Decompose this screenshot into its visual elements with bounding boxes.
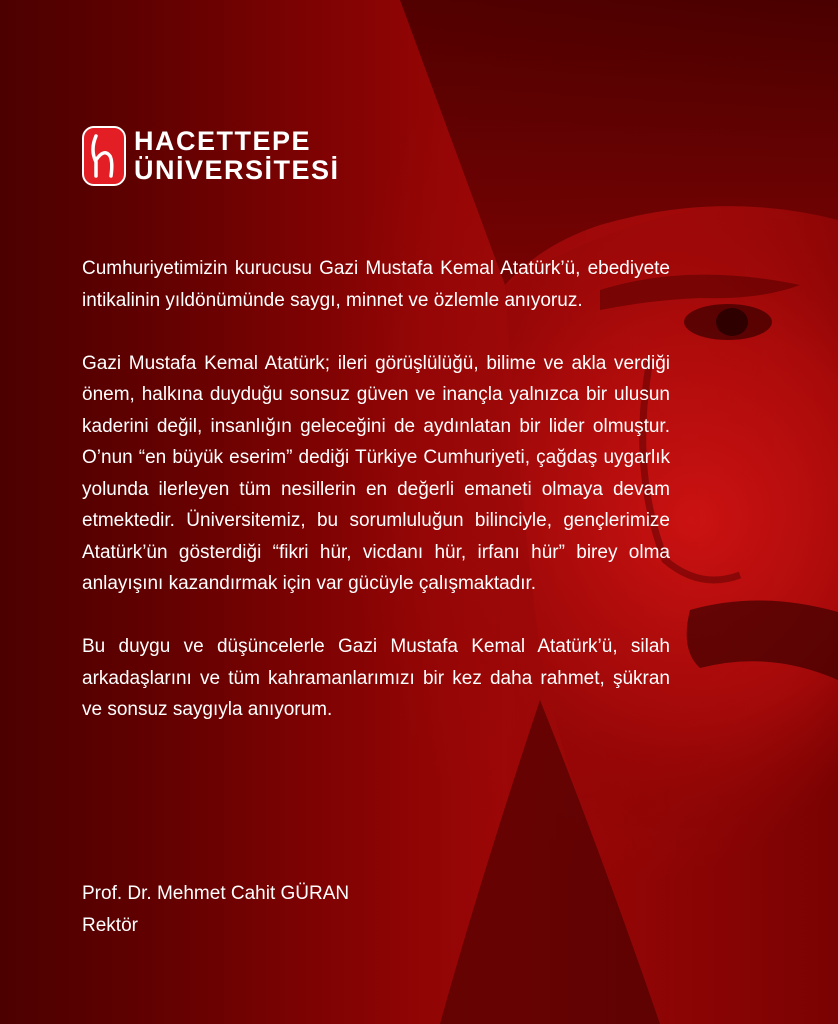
logo-line-1: HACETTEPE (134, 126, 312, 156)
paragraph-1: Cumhuriyetimizin kurucusu Gazi Mustafa Kemal Atatürk’ü, ebediyete intikalinin yıldönümünde saygı, minnet ve özlemle anıyoruz. (82, 258, 670, 311)
paragraph-2: Gazi Mustafa Kemal Atatürk; ileri görüşlülüğü, bilime ve akla verdiği önem, halkına duyduğu sonsuz güven ve inançla yalnızca bir ulusun kaderini değil, insanlığın geleceğini de aydınlatan bir lider olmuştur. O’nun “en büyük eserim” dediği Türkiye Cumhuriyeti, çağdaş uygarlık yolunda ilerleyen tüm nesillerin en değerli emaneti olmaya devam etmektedir. Üniversitemiz, bu sorumluluğun bilinciyle, gençlerimize Atatürk’ün gösterdiği “fikri hür, vicdanı hür, irfanı hür” birey olma anlayışını kazandırmak için var gücüyle çalışmaktadır. (82, 352, 670, 594)
logo-wordmark (134, 127, 340, 185)
hacettepe-emblem-icon (82, 126, 126, 186)
paragraph-3: Bu duygu ve düşüncelerle Gazi Mustafa Kemal Atatürk’ü, silah arkadaşlarını ve tüm kahramanlarımızı bir kez daha rahmet, şükran ve sonsuz saygıyla anıyorum. (82, 636, 670, 720)
logo-line-2: ÜNİVERSİTESİ (134, 155, 340, 185)
signatory-name: Prof. Dr. Mehmet Cahit GÜRAN (82, 883, 350, 904)
signatory-title: Rektör (82, 914, 138, 936)
university-logo (82, 126, 340, 186)
condolence-letter (82, 253, 670, 757)
signature-block (82, 878, 349, 941)
